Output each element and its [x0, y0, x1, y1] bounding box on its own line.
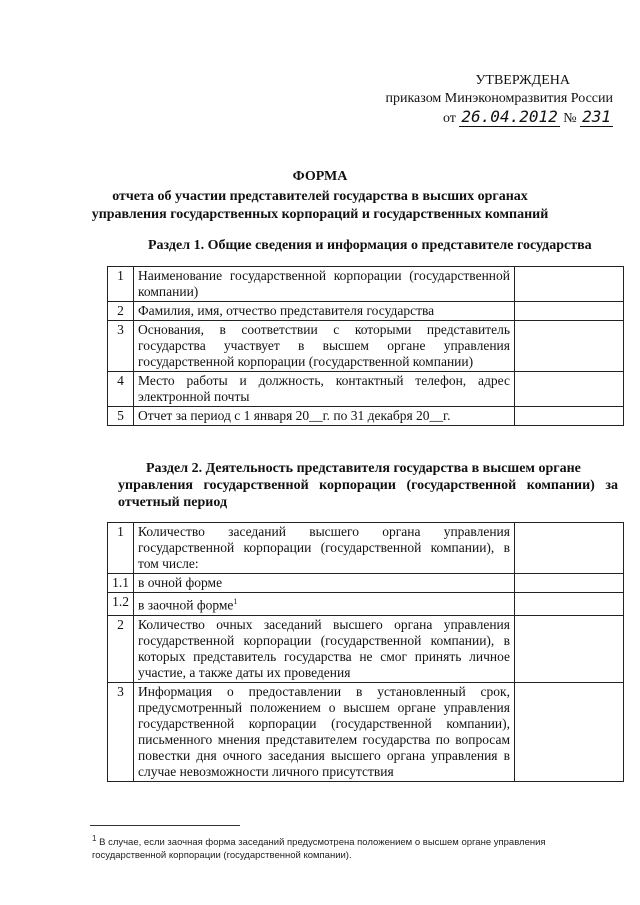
- row-number: 4: [108, 372, 134, 407]
- row-value: [515, 523, 624, 574]
- footnote-divider: [90, 825, 240, 826]
- section2-heading: [118, 460, 618, 511]
- row-label: Место работы и должность, контактный телефон, адрес электронной почты: [134, 372, 515, 407]
- row-value: [515, 574, 624, 593]
- row-label: Отчет за период с 1 января 20__г. по 31 декабря 20__г.: [134, 407, 515, 426]
- row-number: 2: [108, 615, 134, 682]
- footnote-marker: 1: [92, 834, 97, 843]
- table-row: [108, 523, 624, 574]
- section2-heading-line-2: управления государственной корпорации (государственной компании) за отчетный период: [118, 478, 618, 510]
- row-value: [515, 407, 624, 426]
- number-label: №: [563, 111, 577, 126]
- row-number: 3: [108, 321, 134, 372]
- form-title-line-3: управления государственных корпораций и государственных компаний: [91, 207, 549, 222]
- table-row: [108, 407, 624, 426]
- row-value: [515, 321, 624, 372]
- table-row: [108, 267, 624, 302]
- row-number: 3: [108, 682, 134, 781]
- footnote-text: В случае, если заочная форма заседаний предусмотрена положением о высшем органе управления государственной корпорации (государственной компании).: [92, 837, 546, 862]
- form-title-word: ФОРМА: [292, 169, 348, 184]
- row-number: 5: [108, 407, 134, 426]
- approval-stamp: [385, 72, 613, 128]
- row-label: Фамилия, имя, отчество представителя государства: [134, 302, 515, 321]
- row-label: Количество заседаний высшего органа управления государственной корпорации (государственной компании), в том числе:: [134, 523, 515, 574]
- section1-heading: Раздел 1. Общие сведения и информация о представителе государства: [148, 238, 592, 253]
- table-row: [108, 593, 624, 616]
- row-number: 1.2: [108, 593, 134, 616]
- row-label: Основания, в соответствии с которыми представитель государства участвует в высшем органе управления государственной корпорации (государственной компании): [134, 321, 515, 372]
- row-value: [515, 372, 624, 407]
- form-title-line-2: отчета об участии представителей государства в высших органах: [112, 189, 528, 204]
- footnote: [92, 832, 612, 862]
- table-row: [108, 321, 624, 372]
- section1-table: [107, 266, 624, 426]
- approval-title: УТВЕРЖДЕНА: [475, 73, 570, 88]
- row-label: Наименование государственной корпорации (государственной компании): [134, 267, 515, 302]
- row-number: 1.1: [108, 574, 134, 593]
- row-value: [515, 682, 624, 781]
- approval-number: 231: [582, 107, 611, 126]
- table-row: [108, 372, 624, 407]
- footnote-ref: 1: [233, 597, 238, 606]
- row-label-text: в заочной форме: [138, 597, 234, 613]
- table-row: [108, 682, 624, 781]
- row-value: [515, 267, 624, 302]
- form-title: [0, 168, 640, 224]
- row-label: [134, 593, 515, 616]
- table-row: [108, 615, 624, 682]
- row-value: [515, 302, 624, 321]
- from-label: от: [442, 111, 456, 126]
- section2-table: [107, 522, 624, 782]
- row-label: в очной форме: [134, 574, 515, 593]
- row-number: 1: [108, 523, 134, 574]
- row-number: 2: [108, 302, 134, 321]
- approval-date: 26.04.2012: [461, 107, 558, 126]
- row-label: Количество очных заседаний высшего органа управления государственной корпорации (государственной компании), в которых представитель государства не смог принять личное участие, а также даты их проведения: [134, 615, 515, 682]
- table-row: [108, 574, 624, 593]
- row-number: 1: [108, 267, 134, 302]
- row-value: [515, 593, 624, 616]
- row-value: [515, 615, 624, 682]
- row-label: Информация о предоставлении в установленный срок, предусмотренный положением о высшем органе управления государственной корпорации (государственной компании), письменного мнения представителем государства по вопросам повестки дня очного заседания высшего органа управления в случае невозможности личного присутствия: [134, 682, 515, 781]
- approval-date-line: [385, 108, 613, 128]
- table-row: [108, 302, 624, 321]
- section2-heading-line-1: Раздел 2. Деятельность представителя государства в высшем органе: [146, 461, 581, 476]
- approval-order: приказом Минэкономразвития России: [385, 91, 613, 106]
